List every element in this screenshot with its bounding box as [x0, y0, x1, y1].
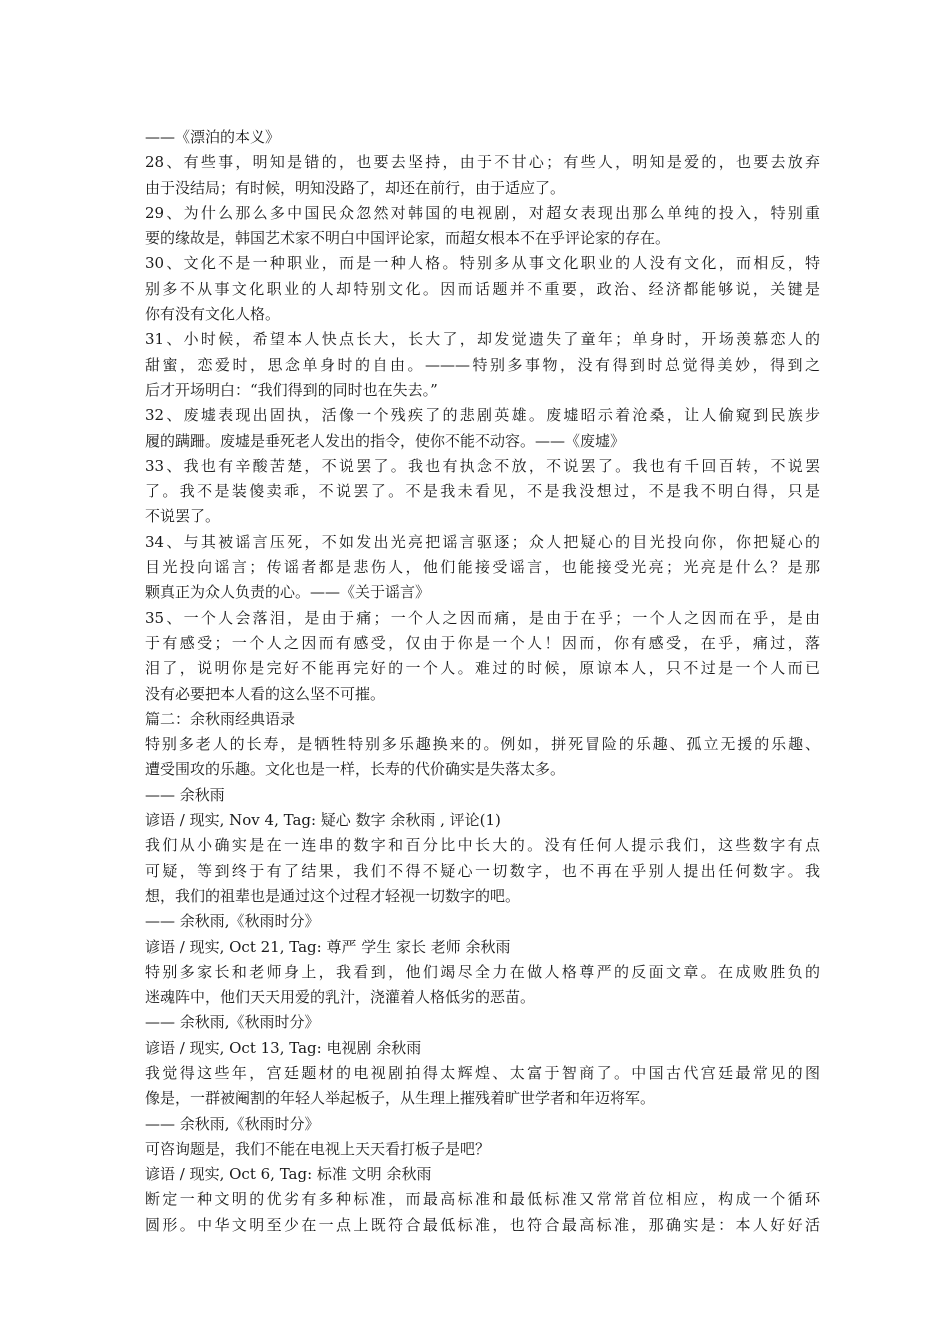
- text-line: 特别多老人的长寿，是牺牲特别多乐趣换来的。例如，拼死冒险的乐趣、孤立无援的乐趣、: [145, 735, 820, 754]
- tag-line: 谚语 / 现实, Oct 21, Tag: 尊严 学生 家长 老师 余秋雨: [145, 937, 511, 956]
- text-line: 你有没有文化人格。: [145, 305, 281, 324]
- text-line: 32、废墟表现出固执，活像一个残疾了的悲剧英雄。废墟昭示着沧桑，让人偷窥到民族步: [145, 406, 820, 425]
- text-line: 31、小时候，希望本人快点长大，长大了，却发觉遗失了童年；单身时，开场羡慕恋人的: [145, 330, 820, 349]
- text-line: 遭受围攻的乐趣。文化也是一样，长寿的代价确实是失落太多。: [145, 760, 566, 779]
- text-line: 要的缘故是，韩国艺术家不明白中国评论家，而超女根本不在乎评论家的存在。: [145, 229, 671, 248]
- tag-line: 谚语 / 现实, Oct 13, Tag: 电视剧 余秋雨: [145, 1038, 422, 1057]
- text-line: 30、文化不是一种职业，而是一种人格。特别多从事文化职业的人没有文化，而相反，特: [145, 254, 820, 273]
- text-line: 34、与其被谣言压死，不如发出光亮把谣言驱逐；众人把疑心的目光投向你，你把疑心的: [145, 532, 820, 551]
- attribution-line: —— 余秋雨: [145, 785, 225, 804]
- tag-line: 谚语 / 现实, Oct 6, Tag: 标准 文明 余秋雨: [145, 1165, 432, 1184]
- text-line: 别多不从事文化职业的人却特别文化。因而话题并不重要，政治、经济都能够说，关键是: [145, 279, 820, 298]
- text-line: 甜蜜，恋爱时，思念单身时的自由。———特别多事物，没有得到时总觉得美妙，得到之: [145, 355, 820, 374]
- text-line: 想，我们的祖辈也是通过这个过程才轻视一切数字的吧。: [145, 886, 521, 905]
- attribution-line: —— 余秋雨,《秋雨时分》: [145, 1013, 320, 1032]
- text-line: 33、我也有辛酸苦楚，不说罢了。我也有执念不放，不说罢了。我也有千回百转，不说罢: [145, 456, 820, 475]
- text-line: 没有必要把本人看的这么坚不可摧。: [145, 684, 386, 703]
- text-line: 断定一种文明的优劣有多种标准，而最高标准和最低标准又常常首位相应，构成一个循环: [145, 1190, 820, 1209]
- section-heading: 篇二：余秋雨经典语录: [145, 709, 296, 728]
- text-line: 圆形。中华文明至少在一点上既符合最低标准，也符合最高标准，那确实是：本人好好活: [145, 1215, 820, 1234]
- text-line: 于有感受；一个人之因而有感受，仅由于你是一个人！因而，你有感受，在乎，痛过，落: [145, 633, 820, 652]
- text-line: 了。我不是装傻卖乖，不说罢了。不是我未看见，不是我没想过，不是我不明白得，只是: [145, 482, 820, 501]
- text-line: 由于没结局；有时候，明知没路了，却还在前行，由于适应了。: [145, 178, 566, 197]
- text-line: 特别多家长和老师身上，我看到，他们竭尽全力在做人格尊严的反面文章。在成败胜负的: [145, 962, 820, 981]
- text-line: 履的蹒跚。废墟是垂死老人发出的指令，使你不能不动容。——《废墟》: [145, 431, 626, 450]
- text-line: 可咨询题是，我们不能在电视上天天看打板子是吧？: [145, 1139, 491, 1158]
- text-line: 不说罢了。: [145, 507, 221, 526]
- text-line: 28、有些事，明知是错的，也要去坚持，由于不甘心；有些人，明知是爱的，也要去放弃: [145, 153, 820, 172]
- text-line: 我觉得这些年，宫廷题材的电视剧拍得太辉煌、太富于智商了。中国古代宫廷最常见的图: [145, 1063, 820, 1082]
- attribution-line: —— 余秋雨,《秋雨时分》: [145, 912, 320, 931]
- text-line: 像是，一群被阉割的年轻人举起板子，从生理上摧残着旷世学者和年迈将军。: [145, 1089, 656, 1108]
- text-line: 我们从小确实是在一连串的数字和百分比中长大的。没有任何人提示我们，这些数字有点: [145, 836, 820, 855]
- text-line: 泪了，说明你是完好不能再完好的一个人。难过的时候，原谅本人，只不过是一个人而已: [145, 659, 820, 678]
- document-page: [145, 125, 820, 1238]
- text-line: 29、为什么那么多中国民众忽然对韩国的电视剧，对超女表现出那么单纯的投入，特别重: [145, 203, 820, 222]
- tag-line: 谚语 / 现实, Nov 4, Tag: 疑心 数字 余秋雨 , 评论(1): [145, 811, 501, 830]
- text-line: ——《漂泊的本义》: [145, 128, 281, 146]
- text-line: 迷魂阵中，他们天天用爱的乳汁，浇灌着人格低劣的恶苗。: [145, 988, 536, 1007]
- text-line: 后才开场明白：“我们得到的同时也在失去。”: [145, 380, 438, 399]
- text-line: 颗真正为众人负责的心。——《关于谣言》: [145, 583, 431, 602]
- text-line: 目光投向谣言；传谣者都是悲伤人，他们能接受谣言，也能接受光亮；光亮是什么？是那: [145, 558, 820, 577]
- text-line: 35、一个人会落泪，是由于痛；一个人之因而痛，是由于在乎；一个人之因而在乎，是由: [145, 608, 820, 627]
- text-line: 可疑，等到终于有了结果，我们不得不疑心一切数字，也不再在乎别人提出任何数字。我: [145, 861, 820, 880]
- attribution-line: —— 余秋雨,《秋雨时分》: [145, 1114, 320, 1133]
